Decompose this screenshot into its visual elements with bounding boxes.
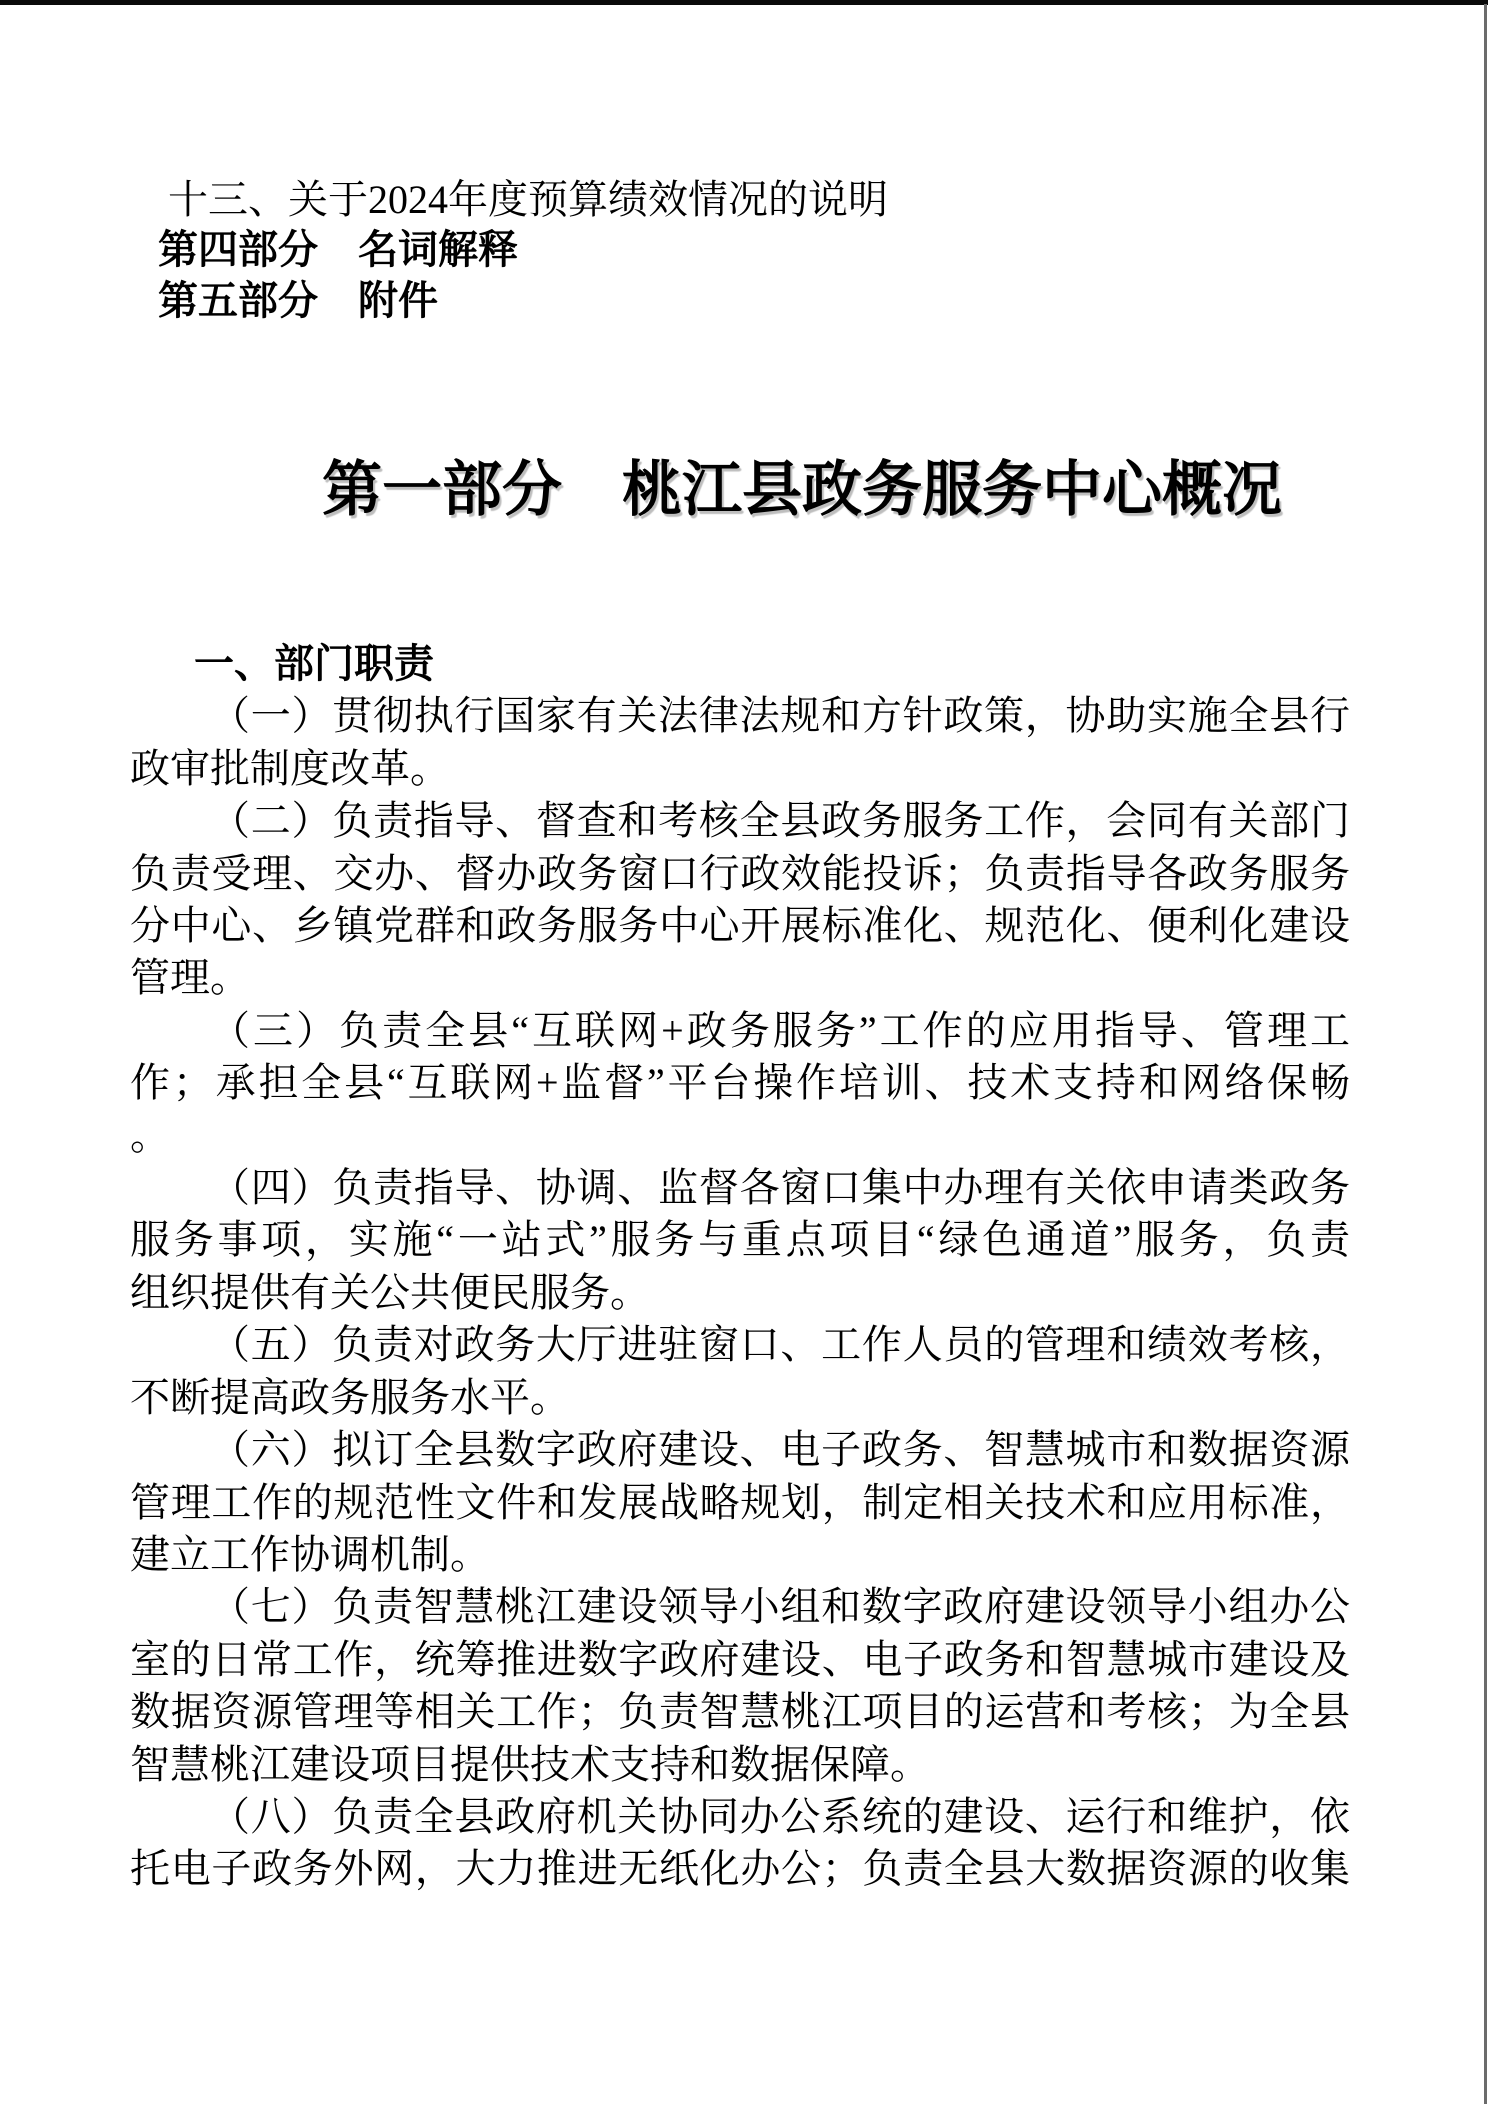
body-text [130,638,1350,1896]
paragraph-line: （五）负责对政务大厅进驻窗口、工作人员的管理和绩效考核， [210,1322,1350,1368]
toc-item: 十三、关于2024年度预算绩效情况的说明 [168,177,888,222]
paragraph-line: 服务事项，实施“一站式”服务与重点项目“绿色通道”服务，负责 [130,1217,1350,1263]
paragraph-line: （三）负责全县“互联网+政务服务”工作的应用指导、管理工 [210,1007,1350,1053]
paragraph-line: 组织提供有关公共便民服务。 [130,1269,650,1315]
paragraph-line: 管理。 [130,955,250,1001]
section-heading: 一、部门职责 [194,642,434,686]
paragraph-line: 。 [130,1112,170,1158]
paragraph-line: 数据资源管理等相关工作；负责智慧桃江项目的运营和考核；为全县 [130,1689,1350,1735]
paragraph-line: 建立工作协调机制。 [130,1531,490,1577]
paragraph-line: （六）拟订全县数字政府建设、电子政务、智慧城市和数据资源 [210,1427,1350,1473]
paragraph-line: 政审批制度改革。 [130,745,450,791]
paragraph-line: 管理工作的规范性文件和发展战略规划，制定相关技术和应用标准， [130,1479,1350,1525]
paragraph-line: 室的日常工作，统筹推进数字政府建设、电子政务和智慧城市建设及 [130,1636,1350,1682]
paragraph-line: 负责受理、交办、督办政务窗口行政效能投诉；负责指导各政务服务 [130,850,1350,896]
paragraph-line: 作；承担全县“互联网+监督”平台操作培训、技术支持和网络保畅 [130,1060,1350,1106]
paragraph-line: （七）负责智慧桃江建设领导小组和数字政府建设领导小组办公 [210,1584,1350,1630]
part-title: 第一部分 桃江县政务服务中心概况 [322,457,1282,523]
table-of-contents [0,174,1488,327]
paragraph-line: （二）负责指导、督查和考核全县政务服务工作，会同有关部门 [210,798,1350,844]
paragraph-line: 分中心、乡镇党群和政务服务中心开展标准化、规范化、便利化建设 [130,903,1350,949]
paragraph-line: 托电子政务外网，大力推进无纸化办公；负责全县大数据资源的收集 [130,1846,1350,1892]
toc-item: 第四部分 名词解释 [158,228,518,272]
toc-item: 第五部分 附件 [158,279,438,323]
paragraph-line: （四）负责指导、协调、监督各窗口集中办理有关依申请类政务 [210,1165,1350,1211]
paragraph-line: （八）负责全县政府机关协同办公系统的建设、运行和维护，依 [210,1793,1350,1839]
paragraph-line: 不断提高政务服务水平。 [130,1374,570,1420]
paragraph-line: 智慧桃江建设项目提供技术支持和数据保障。 [130,1741,930,1787]
page-top-edge [0,0,1488,5]
paragraph-line: （一）贯彻执行国家有关法律法规和方针政策，协助实施全县行 [210,693,1350,739]
